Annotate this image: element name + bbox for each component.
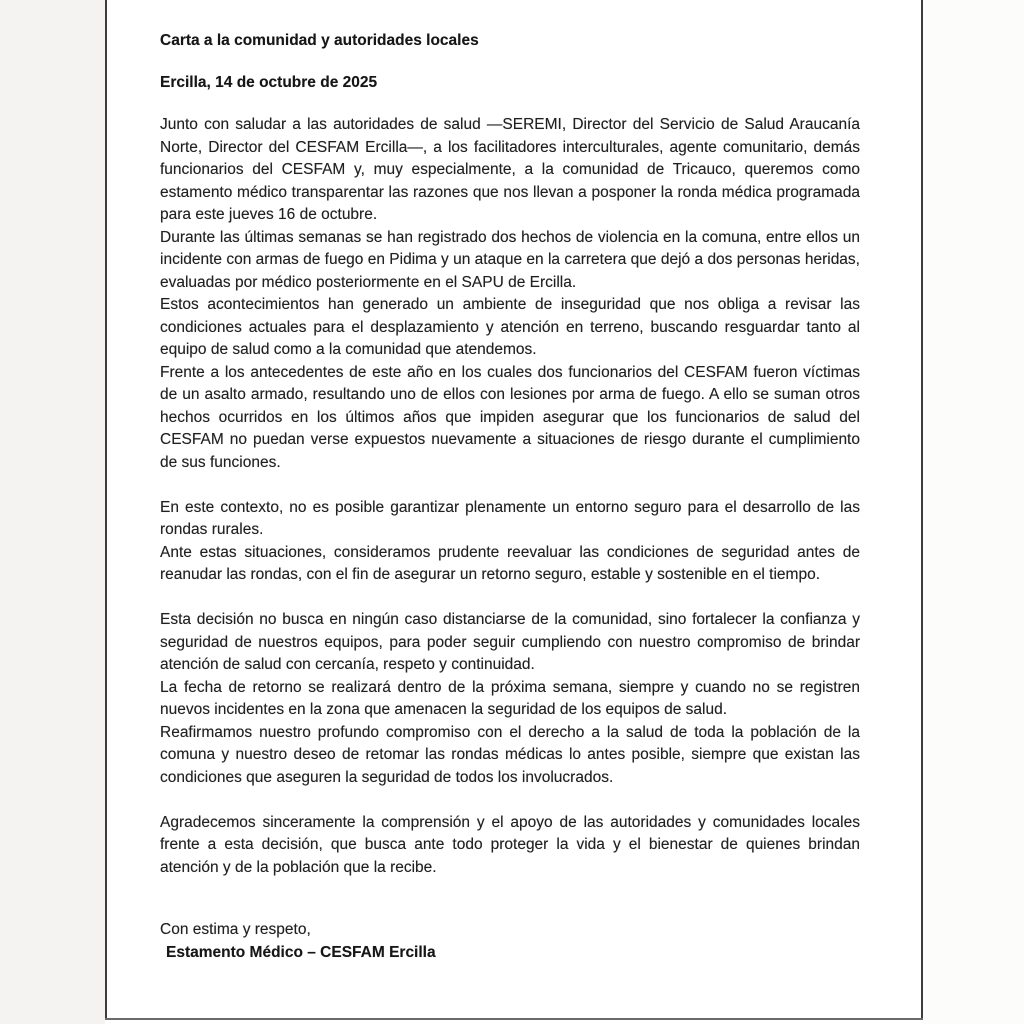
letter-paragraph: Frente a los antecedentes de este año en los cuales dos funcionarios del CESFAM fueron víctimas de un asalto armado, resultando uno de ellos con lesiones por arma de fuego. A ello se suman otros hechos ocurridos en los últimos años que impiden asegurar que los funcionarios de salud del CESFAM no puedan verse expuestos nuevamente a situaciones de riesgo durante el cumplimiento de sus funciones. xyxy=(160,363,860,471)
letter-title: Carta a la comunidad y autoridades locales xyxy=(160,32,479,49)
letter-paragraph: La fecha de retorno se realizará dentro de la próxima semana, siempre y cuando no se registren nuevos incidentes en la zona que amenacen la seguridad de los equipos de salud. xyxy=(160,678,860,718)
page-edge-line-right xyxy=(921,0,923,1020)
page-edge-line-bottom xyxy=(105,1018,923,1020)
letter-paragraph: Reafirmamos nuestro profundo compromiso con el derecho a la salud de toda la población de la comuna y nuestro deseo de retomar las rondas médicas lo antes posible, siempre que existan las condiciones que aseguren la seguridad de todos los involucrados. xyxy=(160,723,860,786)
letter-paragraph: Esta decisión no busca en ningún caso distanciarse de la comunidad, sino fortalecer la confianza y seguridad de nuestros equipos, para poder seguir cumpliendo con nuestro compromiso de brindar atención de salud con cercanía, respeto y continuidad. xyxy=(160,611,860,673)
page-edge-line-left xyxy=(105,0,107,1020)
letter-dateline: Ercilla, 14 de octubre de 2025 xyxy=(160,73,378,91)
page-margin-left xyxy=(0,0,105,1024)
page-margin-right xyxy=(923,0,1024,1024)
letter-paragraph: Ante estas situaciones, consideramos prudente reevaluar las condiciones de seguridad antes de reanudar las rondas, con el fin de asegurar un retorno seguro, estable y sostenible en el tiempo. xyxy=(160,543,860,583)
letter-closing xyxy=(160,919,860,964)
letter-valediction: Con estima y respeto, xyxy=(160,921,311,938)
letter-paragraph: Agradecemos sinceramente la comprensión y el apoyo de las autoridades y comunidades locales frente a esta decisión, que busca ante todo proteger la vida y el bienestar de quienes brindan atención y de la población que la recibe. xyxy=(160,813,860,876)
letter-paragraph: Estos acontecimientos han generado un ambiente de inseguridad que nos obliga a revisar las condiciones actuales para el desplazamiento y atención en terreno, buscando resguardar tanto al equipo de salud como a la comunidad que atendemos. xyxy=(160,296,860,358)
letter-paragraph: Junto con saludar a las autoridades de salud —SEREMI, Director del Servicio de Salud Araucanía Norte, Director del CESFAM Ercilla—, a los facilitadores interculturales, agente comunitario, demás funcionarios del CESFAM y, muy especialmente, a la comunidad de Tricauco, queremos como estamento médico transparentar las razones que nos llevan a posponer la ronda médica programada para este jueves 16 de octubre. xyxy=(160,116,860,223)
letter-signature: Estamento Médico – CESFAM Ercilla xyxy=(166,943,436,961)
letter-paragraph: En este contexto, no es posible garantizar plenamente un entorno seguro para el desarrollo de las rondas rurales. xyxy=(160,498,860,538)
letter-paragraph: Durante las últimas semanas se han registrado dos hechos de violencia en la comuna, entre ellos un incidente con armas de fuego en Pidima y un ataque en la carretera que dejó a dos personas heridas, evaluadas por médico posteriormente en el SAPU de Ercilla. xyxy=(160,228,860,291)
letter-body xyxy=(160,30,860,964)
